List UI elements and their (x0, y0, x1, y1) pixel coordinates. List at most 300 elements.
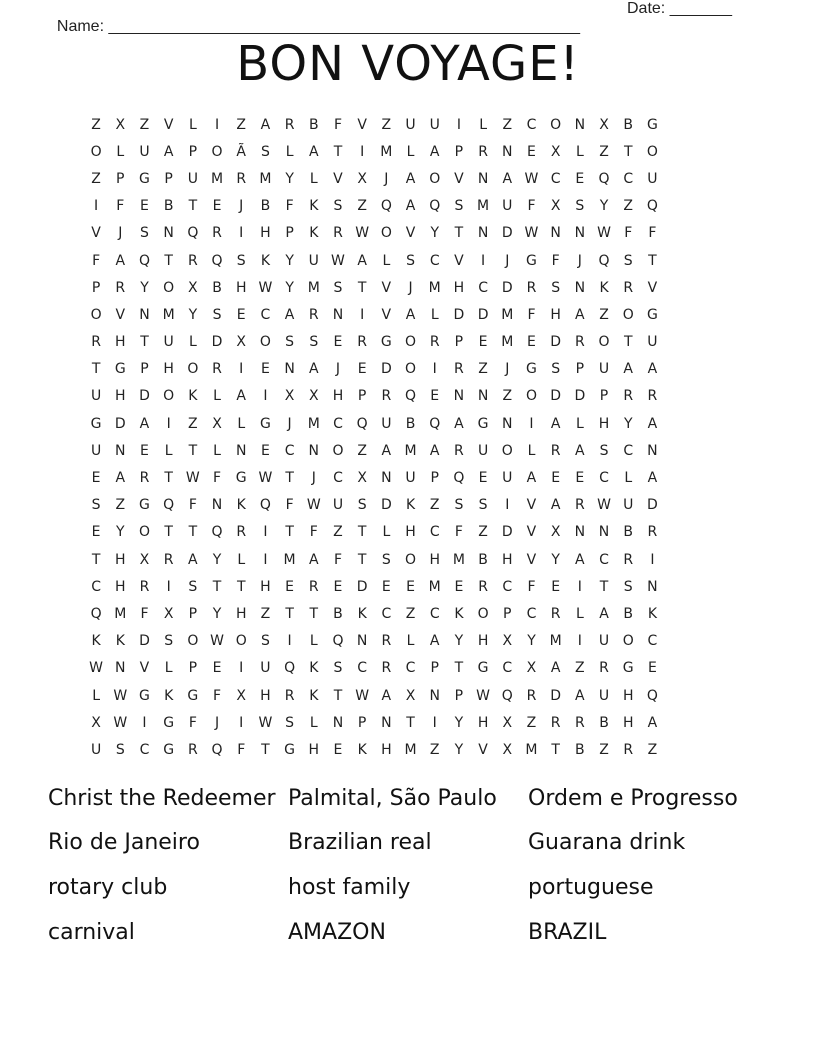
grid-letter: L (479, 116, 487, 133)
grid-letter: G (646, 306, 658, 323)
grid-letter: K (309, 660, 319, 677)
grid-letter: A (550, 660, 561, 677)
grid-letter: K (357, 741, 367, 758)
grid-letter: Y (454, 714, 464, 731)
grid-letter: A (647, 470, 658, 487)
grid-letter: F (285, 497, 294, 514)
grid-letter: A (575, 687, 585, 704)
word-list-row (48, 910, 768, 955)
grid-letter: C (599, 551, 609, 568)
grid-letter: I (142, 714, 147, 731)
grid-letter: T (164, 252, 173, 269)
grid-letter: U (647, 170, 658, 187)
grid-letter: P (430, 470, 439, 487)
grid-letter: I (263, 551, 268, 568)
grid-letter: H (477, 714, 489, 731)
grid-letter: T (357, 551, 367, 568)
grid-letter: U (623, 497, 634, 514)
grid-letter: C (405, 660, 416, 677)
grid-letter: T (623, 334, 633, 351)
grid-letter: A (357, 252, 367, 269)
grid-letter: A (260, 116, 271, 133)
grid-letter: N (115, 442, 126, 459)
grid-letter: P (140, 361, 149, 378)
grid-row (84, 492, 739, 519)
grid-letter: P (430, 660, 439, 677)
grid-letter: U (90, 388, 102, 405)
grid-letter: X (502, 741, 513, 758)
word-list-item: Rio de Janeiro (48, 830, 200, 856)
grid-letter: V (91, 225, 101, 242)
grid-letter: T (164, 524, 173, 541)
grid-letter: E (260, 361, 270, 378)
grid-letter: I (239, 660, 244, 677)
grid-letter: G (163, 741, 175, 758)
grid-letter: R (163, 551, 174, 568)
grid-letter: O (235, 633, 247, 650)
grid-letter: N (284, 361, 295, 378)
grid-letter: Z (429, 741, 440, 758)
grid-letter: A (647, 361, 658, 378)
grid-letter: C (429, 605, 440, 622)
grid-letter: U (90, 741, 102, 758)
grid-letter: V (454, 252, 464, 269)
grid-letter: D (574, 388, 586, 405)
grid-letter: I (239, 225, 244, 242)
grid-letter: W (355, 225, 370, 242)
grid-letter: Y (212, 551, 222, 568)
grid-letter: U (647, 334, 658, 351)
grid-letter: W (258, 714, 273, 731)
grid-letter: L (237, 551, 246, 568)
grid-letter: Q (646, 687, 658, 704)
grid-letter: N (429, 687, 440, 704)
grid-letter: R (574, 714, 585, 731)
grid-row (84, 383, 739, 410)
word-list-item: AMAZON (288, 919, 386, 945)
grid-letter: N (647, 442, 658, 459)
grid-letter: E (285, 578, 295, 595)
grid-letter: P (599, 388, 609, 405)
grid-letter: L (406, 633, 415, 650)
grid-letter: B (623, 605, 634, 622)
grid-letter: P (454, 334, 464, 351)
grid-letter: W (355, 687, 370, 704)
grid-letter: M (307, 415, 320, 432)
grid-letter: V (526, 551, 537, 568)
grid-letter: T (236, 578, 246, 595)
grid-letter: U (405, 470, 416, 487)
grid-letter: L (430, 306, 439, 323)
grid-letter: N (308, 442, 320, 459)
grid-letter: J (577, 252, 582, 269)
grid-letter: I (287, 633, 292, 650)
grid-letter: L (309, 714, 318, 731)
grid-letter: J (118, 225, 123, 242)
grid-letter: R (623, 551, 634, 568)
grid-letter: B (623, 116, 634, 133)
grid-letter: N (163, 225, 174, 242)
grid-letter: G (114, 361, 126, 378)
grid-row (84, 138, 739, 165)
grid-letter: I (456, 116, 461, 133)
grid-letter: Z (115, 497, 126, 514)
grid-letter: P (503, 605, 512, 622)
grid-letter: A (308, 361, 319, 378)
grid-letter: E (478, 470, 488, 487)
grid-letter: U (502, 470, 513, 487)
grid-letter: D (550, 334, 562, 351)
grid-letter: N (598, 524, 610, 541)
grid-letter: W (597, 497, 611, 514)
grid-letter: S (91, 497, 101, 514)
grid-letter: I (360, 306, 365, 323)
word-list-row (48, 821, 768, 866)
grid-letter: Z (260, 605, 271, 622)
grid-letter: U (429, 116, 440, 133)
grid-letter: A (623, 361, 633, 378)
word-list-item: Palmital, São Paulo (288, 785, 497, 811)
grid-letter: E (212, 198, 222, 215)
grid-letter: Q (211, 252, 223, 269)
grid-letter: O (90, 306, 102, 323)
grid-letter: H (598, 415, 610, 432)
grid-row (84, 193, 739, 220)
grid-letter: L (237, 415, 246, 432)
grid-letter: D (380, 497, 392, 514)
grid-letter: T (188, 524, 198, 541)
grid-letter: T (164, 470, 173, 487)
grid-letter: D (550, 687, 562, 704)
grid-letter: M (307, 279, 320, 296)
grid-letter: V (478, 741, 488, 758)
grid-letter: B (308, 116, 319, 133)
grid-letter: J (239, 198, 244, 215)
grid-letter: P (188, 143, 198, 160)
grid-letter: A (236, 388, 246, 405)
grid-letter: G (284, 741, 296, 758)
grid-letter: J (505, 361, 510, 378)
grid-letter: N (381, 714, 392, 731)
grid-letter: S (381, 551, 391, 568)
grid-letter: I (239, 714, 244, 731)
grid-letter: K (236, 497, 246, 514)
word-list-item: Brazilian real (288, 830, 432, 856)
grid-letter: K (115, 633, 125, 650)
grid-letter: Z (357, 442, 367, 459)
grid-letter: D (356, 578, 368, 595)
name-field-label: Name: _____________________________________________________ (56, 18, 581, 35)
grid-letter: Z (236, 116, 247, 133)
grid-letter: V (333, 170, 343, 187)
grid-letter: G (477, 415, 489, 432)
grid-letter: A (575, 551, 585, 568)
grid-letter: Z (623, 198, 634, 215)
grid-letter: J (214, 714, 220, 731)
grid-letter: A (284, 306, 295, 323)
grid-letter: F (188, 497, 197, 514)
grid-letter: C (623, 442, 634, 459)
grid-letter: Q (598, 252, 610, 269)
grid-letter: T (91, 361, 101, 378)
grid-letter: Y (599, 198, 609, 215)
grid-letter: J (505, 252, 510, 269)
grid-letter: F (116, 198, 125, 215)
grid-row (84, 655, 739, 682)
grid-letter: A (139, 415, 150, 432)
grid-letter: V (405, 225, 416, 242)
grid-letter: G (139, 170, 150, 187)
grid-letter: X (502, 633, 513, 650)
word-list-item: Ordem e Progresso (528, 785, 738, 811)
grid-letter: R (284, 687, 295, 704)
grid-letter: S (164, 633, 174, 650)
grid-letter: X (236, 687, 247, 704)
grid-letter: S (115, 741, 125, 758)
grid-letter: P (454, 687, 464, 704)
grid-letter: I (263, 388, 268, 405)
grid-letter: H (260, 687, 271, 704)
grid-letter: L (116, 143, 125, 160)
grid-letter: I (432, 361, 437, 378)
grid-letter: S (260, 633, 270, 650)
grid-letter: D (453, 306, 465, 323)
grid-letter: A (115, 252, 126, 269)
grid-letter: A (381, 687, 392, 704)
grid-letter: S (140, 225, 149, 242)
grid-letter: X (357, 470, 367, 487)
grid-letter: R (574, 497, 585, 514)
grid-letter: C (429, 252, 440, 269)
grid-letter: R (623, 741, 634, 758)
grid-letter: C (139, 741, 150, 758)
grid-letter: C (623, 170, 634, 187)
grid-letter: L (406, 143, 415, 160)
grid-letter: Z (599, 741, 609, 758)
grid-letter: L (575, 143, 584, 160)
grid-letter: S (623, 578, 633, 595)
grid-letter: G (477, 660, 489, 677)
grid-letter: I (481, 252, 486, 269)
grid-letter: W (331, 252, 345, 269)
grid-letter: J (287, 415, 292, 432)
grid-letter: E (333, 741, 343, 758)
grid-letter: C (526, 605, 537, 622)
grid-letter: O (646, 143, 658, 160)
grid-letter: D (139, 633, 150, 650)
grid-letter: R (381, 633, 392, 650)
grid-letter: X (115, 116, 126, 133)
grid-letter: V (526, 524, 537, 541)
grid-letter: A (381, 442, 392, 459)
grid-letter: A (308, 143, 319, 160)
grid-letter: U (139, 143, 150, 160)
grid-letter: X (308, 388, 319, 405)
grid-letter: O (525, 388, 537, 405)
grid-letter: A (429, 143, 440, 160)
grid-letter: B (212, 279, 222, 296)
grid-letter: R (647, 524, 658, 541)
word-list-item: carnival (48, 919, 135, 945)
grid-letter: S (285, 334, 295, 351)
grid-letter: C (478, 279, 488, 296)
grid-letter: G (163, 714, 175, 731)
grid-letter: Y (527, 633, 536, 650)
grid-letter: J (384, 170, 389, 187)
grid-letter: P (188, 605, 198, 622)
grid-letter: Z (502, 116, 513, 133)
grid-letter: W (597, 225, 611, 242)
grid-letter: A (550, 415, 561, 432)
grid-letter: R (574, 334, 585, 351)
grid-letter: T (623, 143, 633, 160)
grid-letter: E (140, 442, 149, 459)
grid-letter: F (527, 198, 536, 215)
grid-letter: B (623, 524, 634, 541)
grid-letter: F (333, 116, 342, 133)
grid-letter: R (550, 605, 561, 622)
grid-letter: N (574, 279, 586, 296)
grid-letter: N (235, 442, 247, 459)
grid-letter: M (210, 170, 224, 187)
grid-letter: S (188, 578, 198, 595)
grid-letter: E (478, 334, 488, 351)
grid-letter: K (309, 225, 319, 242)
grid-letter: F (551, 252, 560, 269)
grid-letter: M (114, 605, 127, 622)
grid-letter: E (527, 143, 536, 160)
grid-letter: L (382, 524, 391, 541)
grid-letter: O (429, 170, 441, 187)
word-list-row (48, 865, 768, 910)
grid-row (84, 301, 739, 328)
grid-letter: D (380, 361, 392, 378)
grid-letter: H (550, 306, 561, 323)
grid-letter: L (164, 660, 173, 677)
grid-letter: V (647, 279, 658, 296)
grid-letter: U (598, 361, 610, 378)
grid-letter: O (598, 334, 610, 351)
grid-letter: H (260, 225, 271, 242)
grid-letter: Y (116, 524, 125, 541)
grid-letter: T (91, 551, 101, 568)
grid-letter: L (624, 470, 633, 487)
grid-row (84, 437, 739, 464)
grid-letter: U (187, 170, 198, 187)
grid-letter: W (258, 470, 273, 487)
grid-letter: J (311, 470, 316, 487)
grid-letter: R (526, 687, 537, 704)
grid-letter: H (115, 334, 126, 351)
grid-letter: T (406, 714, 415, 731)
grid-letter: C (550, 170, 561, 187)
grid-letter: X (212, 415, 222, 432)
grid-letter: A (188, 551, 198, 568)
grid-letter: S (333, 660, 343, 677)
grid-letter: F (309, 524, 318, 541)
grid-letter: F (188, 714, 197, 731)
grid-letter: E (333, 334, 343, 351)
grid-letter: T (454, 225, 464, 242)
grid-letter: I (166, 415, 171, 432)
grid-letter: F (92, 252, 101, 269)
grid-letter: W (113, 714, 128, 731)
grid-letter: Q (646, 198, 658, 215)
grid-letter: O (163, 279, 175, 296)
word-list-item: rotary club (48, 874, 168, 900)
grid-letter: N (477, 388, 489, 405)
grid-letter: O (187, 361, 199, 378)
grid-row (84, 274, 739, 301)
grid-letter: H (115, 388, 126, 405)
grid-letter: K (405, 497, 416, 514)
grid-letter: D (477, 306, 489, 323)
grid-letter: A (308, 551, 319, 568)
grid-letter: T (333, 687, 343, 704)
grid-letter: S (551, 279, 561, 296)
grid-letter: M (452, 551, 465, 568)
grid-letter: D (139, 388, 150, 405)
grid-letter: N (332, 306, 344, 323)
grid-letter: R (284, 116, 295, 133)
grid-letter: Y (285, 252, 294, 269)
grid-letter: P (91, 279, 101, 296)
grid-letter: E (575, 470, 585, 487)
grid-letter: N (647, 578, 658, 595)
grid-letter: R (139, 578, 150, 595)
grid-letter: N (574, 524, 586, 541)
grid-letter: A (647, 415, 658, 432)
grid-letter: W (210, 633, 224, 650)
grid-letter: Z (647, 741, 658, 758)
grid-letter: U (308, 252, 319, 269)
grid-letter: T (648, 252, 657, 269)
grid-letter: O (405, 551, 417, 568)
grid-letter: Z (599, 143, 609, 160)
grid-letter: Z (188, 415, 198, 432)
grid-letter: T (454, 660, 464, 677)
grid-letter: U (477, 442, 489, 459)
grid-letter: Y (430, 225, 439, 242)
grid-letter: L (213, 388, 221, 405)
grid-letter: A (405, 170, 416, 187)
grid-letter: Y (285, 279, 294, 296)
grid-letter: A (550, 497, 561, 514)
grid-letter: S (454, 198, 464, 215)
grid-letter: K (357, 605, 367, 622)
grid-letter: B (405, 415, 416, 432)
grid-letter: V (381, 279, 392, 296)
grid-letter: A (575, 442, 585, 459)
grid-letter: G (646, 116, 658, 133)
grid-letter: I (94, 198, 99, 215)
grid-letter: N (550, 225, 561, 242)
grid-letter: N (453, 388, 465, 405)
grid-letter: W (113, 687, 128, 704)
grid-letter: W (258, 279, 273, 296)
grid-letter: A (575, 306, 585, 323)
grid-letter: H (429, 551, 440, 568)
grid-letter: F (527, 578, 536, 595)
grid-letter: L (575, 415, 584, 432)
grid-letter: T (309, 605, 319, 622)
grid-letter: C (429, 524, 440, 541)
grid-letter: Q (90, 605, 102, 622)
grid-letter: U (381, 415, 392, 432)
grid-letter: R (187, 252, 198, 269)
grid-letter: H (115, 578, 126, 595)
grid-letter: T (285, 524, 294, 541)
